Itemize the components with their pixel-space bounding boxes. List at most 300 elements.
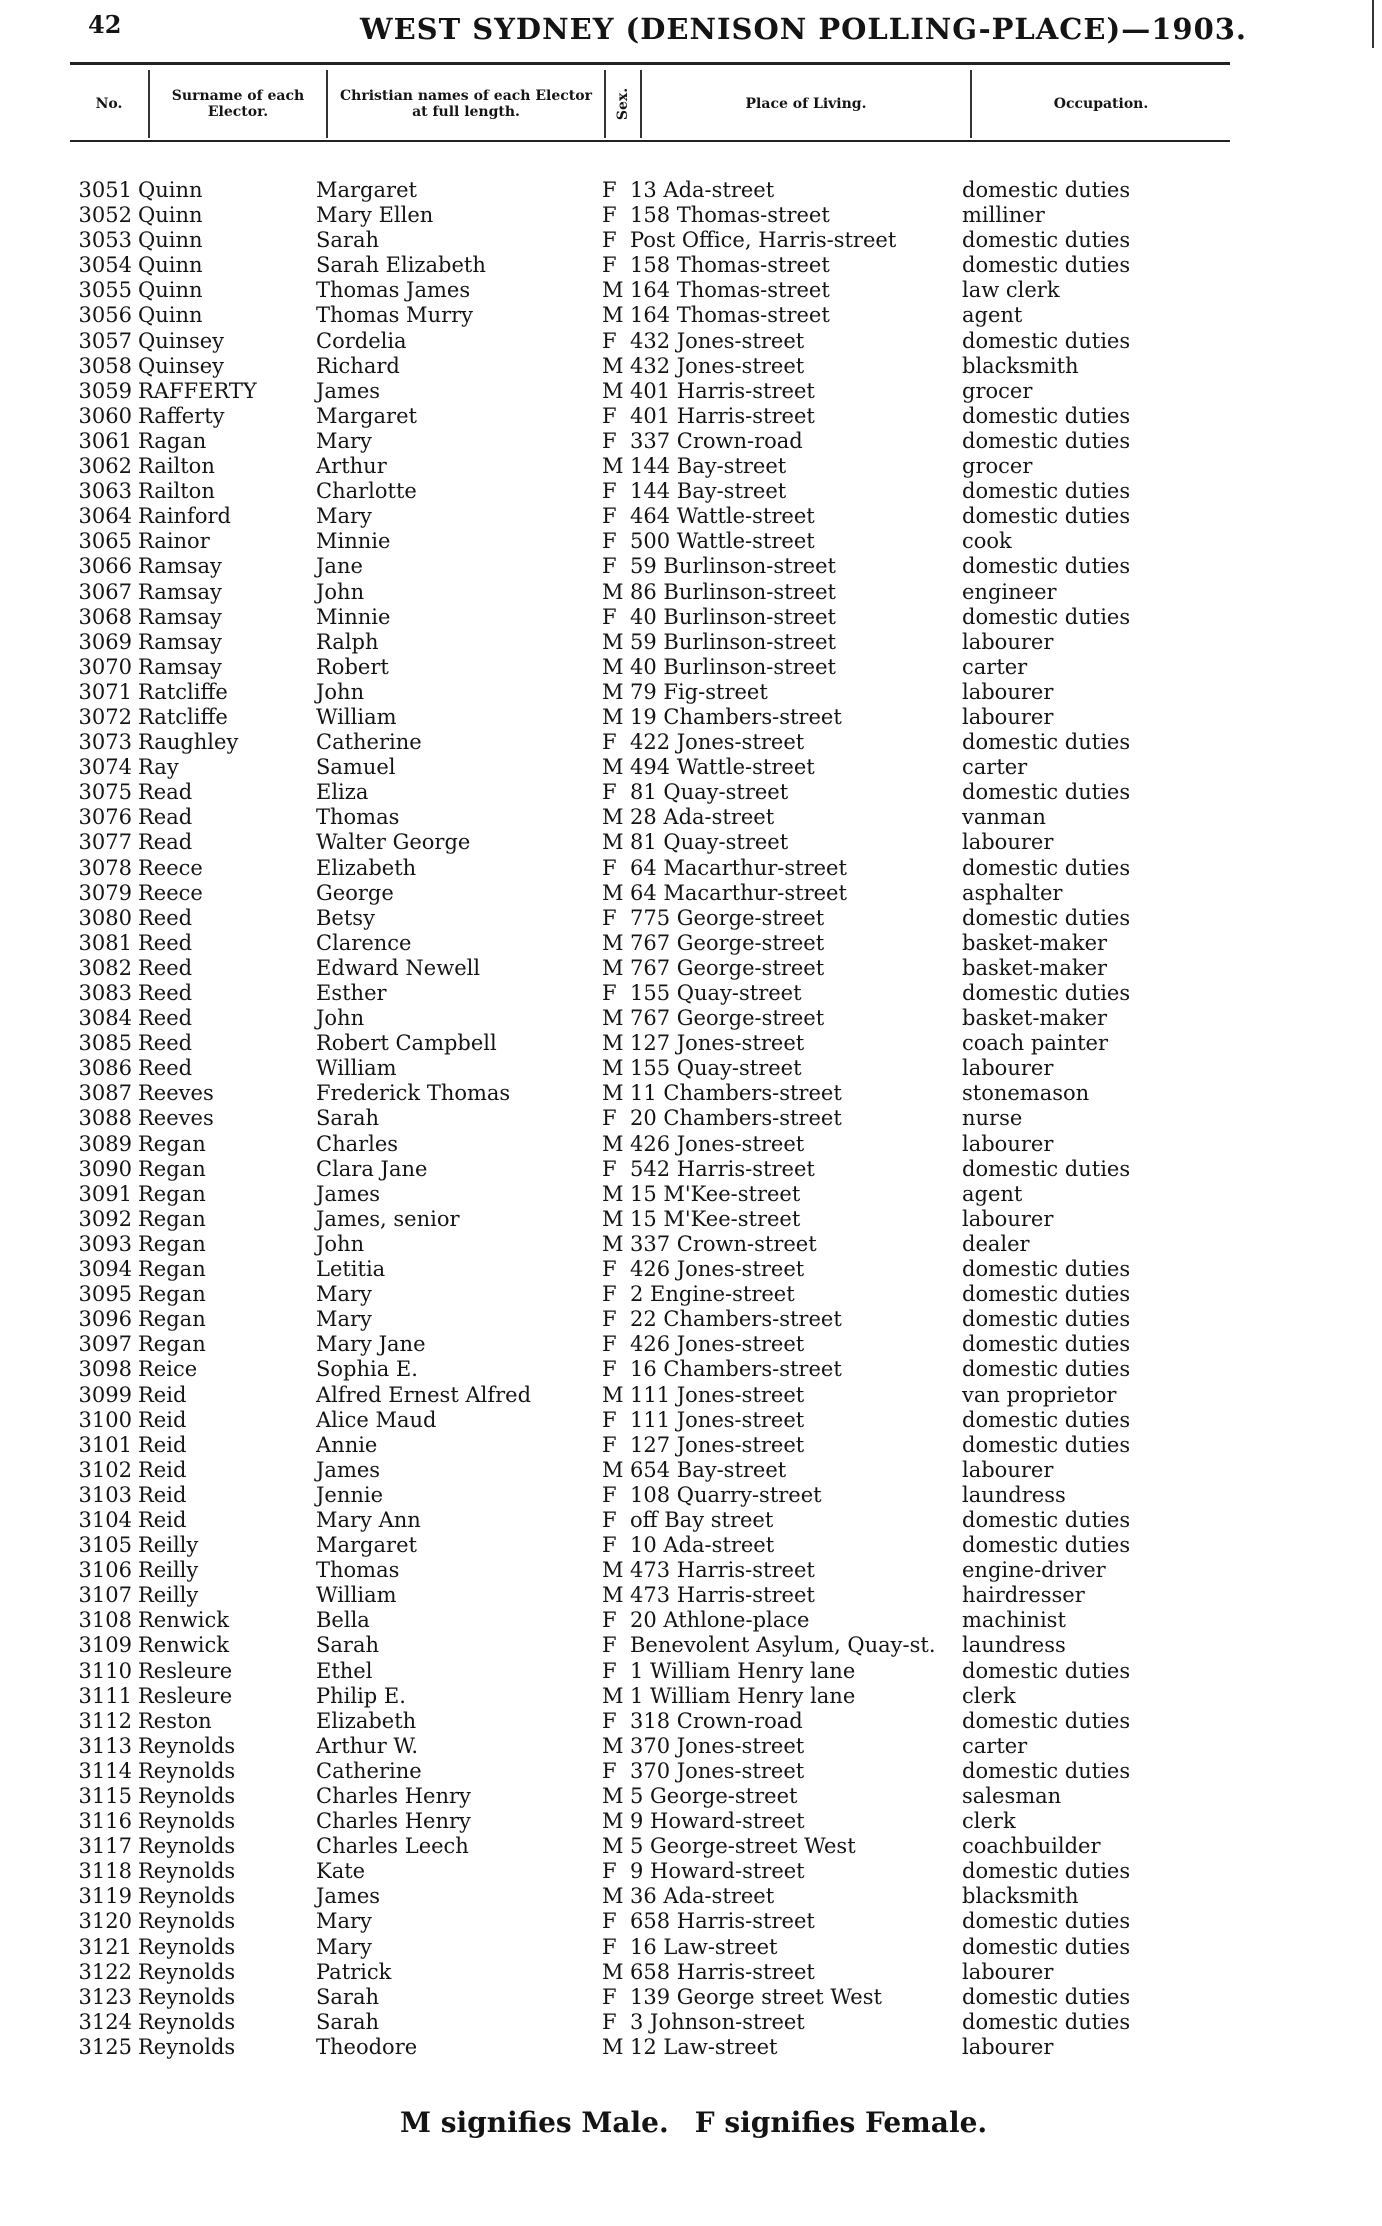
elector-occupation: basket-maker: [962, 955, 1108, 980]
elector-number: 3059: [78, 378, 132, 403]
elector-number: 3121: [78, 1934, 132, 1959]
elector-place-of-living: 426 Jones-street: [630, 1332, 805, 1357]
elector-occupation: domestic duties: [962, 1156, 1131, 1181]
table-row: [0, 1207, 1382, 1232]
elector-occupation: domestic duties: [962, 604, 1131, 629]
elector-occupation: grocer: [962, 378, 1033, 403]
elector-christian-names: Frederick Thomas: [316, 1081, 511, 1106]
table-row: [0, 1408, 1382, 1433]
header-christian-names: Christian names of each Elector at full length.: [328, 70, 606, 138]
elector-christian-names: Arthur W.: [316, 1733, 418, 1758]
table-row: [0, 303, 1382, 328]
elector-sex: M: [602, 353, 624, 378]
elector-sex: F: [602, 529, 617, 554]
elector-place-of-living: 15 M'Kee-street: [630, 1181, 801, 1206]
table-row: [0, 1709, 1382, 1734]
table-row: [0, 1684, 1382, 1709]
elector-christian-names: Ethel: [316, 1658, 373, 1683]
table-row: [0, 354, 1382, 379]
elector-sex: F: [602, 730, 617, 755]
elector-christian-names: William: [316, 1583, 397, 1608]
elector-surname: Ramsay: [138, 629, 222, 654]
elector-place-of-living: 2 Engine-street: [630, 1282, 795, 1307]
elector-sex: M: [602, 629, 624, 654]
table-row: [0, 1633, 1382, 1658]
elector-sex: F: [602, 1482, 617, 1507]
elector-place-of-living: 127 Jones-street: [630, 1031, 805, 1056]
elector-occupation: labourer: [962, 2034, 1054, 2059]
elector-surname: Quinn: [138, 253, 203, 278]
elector-place-of-living: 16 Law-street: [630, 1934, 778, 1959]
legend-male: M signifies Male.: [400, 2106, 669, 2139]
table-row: [0, 1759, 1382, 1784]
elector-surname: Quinn: [138, 203, 203, 228]
elector-occupation: labourer: [962, 704, 1054, 729]
table-row: [0, 1106, 1382, 1131]
elector-place-of-living: 473 Harris-street: [630, 1558, 815, 1583]
elector-number: 3091: [78, 1181, 132, 1206]
elector-surname: Reid: [138, 1507, 187, 1532]
elector-christian-names: Sarah: [316, 1633, 379, 1658]
table-row: [0, 1433, 1382, 1458]
elector-surname: Reid: [138, 1432, 187, 1457]
elector-sex: F: [602, 780, 617, 805]
elector-christian-names: Theodore: [316, 2034, 418, 2059]
elector-surname: Ramsay: [138, 654, 222, 679]
elector-place-of-living: 22 Chambers-street: [630, 1307, 842, 1332]
elector-occupation: milliner: [962, 203, 1045, 228]
elector-occupation: salesman: [962, 1784, 1062, 1808]
elector-sex: F: [602, 403, 617, 428]
elector-surname: Regan: [138, 1332, 206, 1357]
header-sex: Sex.: [606, 70, 642, 138]
table-row: [0, 1031, 1382, 1056]
elector-surname: Reid: [138, 1382, 187, 1407]
elector-number: 3095: [78, 1282, 132, 1307]
elector-occupation: labourer: [962, 1457, 1054, 1482]
elector-place-of-living: 40 Burlinson-street: [630, 654, 836, 679]
elector-surname: Read: [138, 805, 193, 830]
elector-sex: F: [602, 328, 617, 353]
elector-sex: M: [602, 679, 624, 704]
table-row: [0, 429, 1382, 454]
table-row: [0, 630, 1382, 655]
elector-occupation: domestic duties: [962, 1984, 1131, 2009]
elector-place-of-living: 111 Jones-street: [630, 1407, 805, 1432]
elector-christian-names: Clara Jane: [316, 1156, 428, 1181]
elector-christian-names: William: [316, 704, 397, 729]
elector-sex: F: [602, 1332, 617, 1357]
elector-place-of-living: 426 Jones-street: [630, 1131, 805, 1156]
elector-christian-names: Sarah: [316, 228, 379, 253]
table-row: [0, 253, 1382, 278]
elector-occupation: blacksmith: [962, 353, 1079, 378]
elector-number: 3120: [78, 1909, 132, 1934]
elector-sex: F: [602, 1934, 617, 1959]
elector-occupation: blacksmith: [962, 1884, 1079, 1909]
elector-surname: Quinsey: [138, 353, 225, 378]
table-row: [0, 1935, 1382, 1960]
elector-place-of-living: 426 Jones-street: [630, 1257, 805, 1282]
elector-surname: Ray: [138, 755, 179, 780]
elector-surname: Regan: [138, 1307, 206, 1332]
elector-place-of-living: 432 Jones-street: [630, 353, 805, 378]
elector-place-of-living: 5 George-street West: [630, 1834, 856, 1859]
elector-place-of-living: 12 Law-street: [630, 2034, 778, 2059]
elector-christian-names: Mary: [316, 504, 372, 529]
elector-number: 3113: [78, 1733, 132, 1758]
elector-occupation: clerk: [962, 1683, 1016, 1708]
elector-number: 3125: [78, 2034, 132, 2059]
elector-number: 3094: [78, 1257, 132, 1282]
elector-number: 3083: [78, 981, 132, 1005]
elector-sex: M: [602, 955, 624, 980]
table-row: [0, 705, 1382, 730]
elector-sex: F: [602, 604, 617, 629]
elector-sex: M: [602, 1683, 624, 1708]
elector-occupation: domestic duties: [962, 1708, 1131, 1733]
elector-place-of-living: 775 George-street: [630, 905, 825, 930]
elector-sex: M: [602, 1031, 624, 1056]
elector-surname: Reynolds: [138, 1909, 236, 1934]
elector-christian-names: Margaret: [316, 403, 417, 428]
elector-surname: Reed: [138, 930, 193, 955]
elector-occupation: domestic duties: [962, 1859, 1131, 1884]
elector-surname: Railton: [138, 479, 215, 504]
elector-occupation: asphalter: [962, 880, 1063, 905]
elector-number: 3076: [78, 805, 132, 830]
elector-number: 3051: [78, 178, 132, 202]
elector-surname: Reynolds: [138, 1834, 236, 1859]
elector-place-of-living: 318 Crown-road: [630, 1708, 803, 1733]
elector-surname: Rainford: [138, 504, 231, 529]
elector-place-of-living: 59 Burlinson-street: [630, 629, 836, 654]
table-row: [0, 1383, 1382, 1408]
elector-number: 3069: [78, 629, 132, 654]
elector-occupation: domestic duties: [962, 855, 1131, 880]
elector-sex: F: [602, 2009, 617, 2034]
elector-sex: F: [602, 1708, 617, 1733]
elector-occupation: vanman: [962, 805, 1046, 830]
elector-surname: Reed: [138, 955, 193, 980]
elector-surname: Reece: [138, 880, 203, 905]
elector-number: 3073: [78, 730, 132, 755]
table-row: [0, 1081, 1382, 1106]
elector-christian-names: Kate: [316, 1859, 366, 1884]
elector-surname: Railton: [138, 454, 215, 479]
elector-sex: F: [602, 1533, 617, 1558]
elector-sex: M: [602, 1784, 624, 1808]
table-row: [0, 2010, 1382, 2035]
elector-place-of-living: 767 George-street: [630, 955, 825, 980]
elector-surname: Reece: [138, 855, 203, 880]
elector-sex: M: [602, 1884, 624, 1909]
table-row: [0, 504, 1382, 529]
elector-number: 3058: [78, 353, 132, 378]
elector-sex: M: [602, 1809, 624, 1834]
elector-sex: F: [602, 504, 617, 529]
elector-place-of-living: 59 Burlinson-street: [630, 554, 836, 579]
elector-christian-names: Philip E.: [316, 1683, 406, 1708]
elector-number: 3057: [78, 328, 132, 353]
elector-sex: M: [602, 378, 624, 403]
elector-sex: F: [602, 1909, 617, 1934]
table-row: [0, 605, 1382, 630]
elector-sex: M: [602, 1081, 624, 1106]
table-row: [0, 529, 1382, 554]
elector-place-of-living: 10 Ada-street: [630, 1533, 775, 1558]
elector-occupation: laundress: [962, 1482, 1066, 1507]
elector-surname: Raughley: [138, 730, 239, 755]
elector-number: 3104: [78, 1507, 132, 1532]
table-row: [0, 1458, 1382, 1483]
elector-number: 3101: [78, 1432, 132, 1457]
elector-surname: Ratcliffe: [138, 704, 228, 729]
elector-occupation: agent: [962, 1181, 1023, 1206]
elector-place-of-living: 16 Chambers-street: [630, 1357, 842, 1382]
elector-occupation: domestic duties: [962, 554, 1131, 579]
elector-surname: Quinn: [138, 278, 203, 303]
elector-christian-names: John: [316, 1006, 365, 1031]
table-row: [0, 1257, 1382, 1282]
elector-sex: F: [602, 1859, 617, 1884]
elector-place-of-living: 500 Wattle-street: [630, 529, 815, 554]
elector-number: 3077: [78, 830, 132, 855]
elector-number: 3074: [78, 755, 132, 780]
elector-number: 3111: [78, 1683, 132, 1708]
elector-surname: Reid: [138, 1457, 187, 1482]
table-row: [0, 1884, 1382, 1909]
elector-place-of-living: 164 Thomas-street: [630, 303, 830, 328]
elector-sex: M: [602, 1131, 624, 1156]
elector-occupation: domestic duties: [962, 905, 1131, 930]
elector-christian-names: Clarence: [316, 930, 412, 955]
elector-occupation: labourer: [962, 1056, 1054, 1081]
elector-occupation: domestic duties: [962, 1658, 1131, 1683]
elector-christian-names: Catherine: [316, 730, 422, 755]
elector-occupation: nurse: [962, 1106, 1023, 1131]
elector-occupation: labourer: [962, 679, 1054, 704]
elector-surname: Rainor: [138, 529, 210, 554]
elector-occupation: domestic duties: [962, 1257, 1131, 1282]
elector-place-of-living: 81 Quay-street: [630, 780, 789, 805]
elector-surname: Reynolds: [138, 1733, 236, 1758]
page-title: WEST SYDNEY (DENISON POLLING-PLACE)—1903.: [360, 12, 1248, 46]
elector-christian-names: Minnie: [316, 529, 391, 554]
elector-surname: Regan: [138, 1282, 206, 1307]
elector-number: 3119: [78, 1884, 132, 1909]
elector-sex: M: [602, 1457, 624, 1482]
elector-surname: Reynolds: [138, 1934, 236, 1959]
elector-number: 3088: [78, 1106, 132, 1131]
elector-occupation: domestic duties: [962, 1307, 1131, 1332]
elector-number: 3124: [78, 2009, 132, 2034]
elector-place-of-living: 127 Jones-street: [630, 1432, 805, 1457]
elector-number: 3100: [78, 1407, 132, 1432]
elector-number: 3054: [78, 253, 132, 278]
elector-sex: F: [602, 1407, 617, 1432]
elector-surname: Quinn: [138, 228, 203, 253]
table-row: [0, 454, 1382, 479]
elector-number: 3080: [78, 905, 132, 930]
table-row: [0, 830, 1382, 855]
elector-christian-names: Mary: [316, 428, 372, 453]
elector-surname: Reed: [138, 905, 193, 930]
elector-surname: Reeves: [138, 1106, 214, 1131]
table-row: [0, 203, 1382, 228]
elector-surname: Reed: [138, 1056, 193, 1081]
elector-place-of-living: 13 Ada-street: [630, 178, 775, 202]
elector-surname: Regan: [138, 1131, 206, 1156]
elector-surname: Reilly: [138, 1533, 199, 1558]
elector-number: 3105: [78, 1533, 132, 1558]
elector-surname: Reice: [138, 1357, 198, 1382]
elector-place-of-living: 767 George-street: [630, 930, 825, 955]
elector-christian-names: Sarah: [316, 1106, 379, 1131]
elector-sex: M: [602, 704, 624, 729]
table-row: [0, 655, 1382, 680]
elector-place-of-living: 11 Chambers-street: [630, 1081, 842, 1106]
elector-sex: M: [602, 303, 624, 328]
elector-number: 3087: [78, 1081, 132, 1106]
elector-place-of-living: Benevolent Asylum, Quay-st.: [630, 1633, 936, 1658]
elector-surname: Reynolds: [138, 1884, 236, 1909]
elector-number: 3052: [78, 203, 132, 228]
elector-christian-names: Richard: [316, 353, 400, 378]
elector-occupation: labourer: [962, 1131, 1054, 1156]
elector-sex: M: [602, 930, 624, 955]
elector-place-of-living: 422 Jones-street: [630, 730, 805, 755]
elector-surname: Reilly: [138, 1558, 199, 1583]
elector-sex: F: [602, 228, 617, 253]
elector-place-of-living: 20 Athlone-place: [630, 1608, 810, 1633]
elector-number: 3053: [78, 228, 132, 253]
elector-sex: F: [602, 1608, 617, 1633]
elector-occupation: domestic duties: [962, 1507, 1131, 1532]
table-row: [0, 1834, 1382, 1859]
elector-number: 3102: [78, 1457, 132, 1482]
table-row: [0, 730, 1382, 755]
elector-surname: Reynolds: [138, 2034, 236, 2059]
elector-surname: RAFFERTY: [138, 378, 257, 403]
elector-occupation: carter: [962, 1733, 1028, 1758]
elector-christian-names: Alfred Ernest Alfred: [316, 1382, 532, 1407]
elector-christian-names: Sarah Elizabeth: [316, 253, 486, 278]
elector-occupation: coachbuilder: [962, 1834, 1101, 1859]
elector-sex: M: [602, 1583, 624, 1608]
elector-sex: M: [602, 1006, 624, 1031]
elector-sex: F: [602, 1106, 617, 1131]
elector-number: 3078: [78, 855, 132, 880]
elector-christian-names: Minnie: [316, 604, 391, 629]
table-row: [0, 1859, 1382, 1884]
elector-number: 3117: [78, 1834, 132, 1859]
elector-surname: Regan: [138, 1257, 206, 1282]
elector-place-of-living: 155 Quay-street: [630, 1056, 802, 1081]
elector-christian-names: Charlotte: [316, 479, 417, 504]
elector-place-of-living: Post Office, Harris-street: [630, 228, 897, 253]
elector-christian-names: Mary: [316, 1909, 372, 1934]
elector-place-of-living: 464 Wattle-street: [630, 504, 815, 529]
elector-christian-names: Esther: [316, 981, 387, 1005]
elector-occupation: domestic duties: [962, 1407, 1131, 1432]
elector-number: 3062: [78, 454, 132, 479]
table-row: [0, 1960, 1382, 1985]
elector-sex: F: [602, 1257, 617, 1282]
table-row: [0, 1232, 1382, 1257]
elector-place-of-living: 108 Quarry-street: [630, 1482, 822, 1507]
elector-place-of-living: 1 William Henry lane: [630, 1683, 856, 1708]
elector-occupation: basket-maker: [962, 930, 1108, 955]
elector-surname: Ratcliffe: [138, 679, 228, 704]
header-surname: Surname of each Elector.: [150, 70, 328, 138]
elector-occupation: domestic duties: [962, 981, 1131, 1005]
elector-occupation: domestic duties: [962, 1332, 1131, 1357]
elector-surname: Quinn: [138, 303, 203, 328]
elector-number: 3064: [78, 504, 132, 529]
elector-sex: F: [602, 1658, 617, 1683]
table-row: [0, 1307, 1382, 1332]
elector-number: 3103: [78, 1482, 132, 1507]
elector-number: 3115: [78, 1784, 132, 1808]
elector-number: 3092: [78, 1206, 132, 1231]
elector-occupation: labourer: [962, 1959, 1054, 1984]
elector-surname: Reed: [138, 981, 193, 1005]
elector-occupation: domestic duties: [962, 2009, 1131, 2034]
elector-christian-names: Sarah: [316, 2009, 379, 2034]
elector-place-of-living: 144 Bay-street: [630, 479, 787, 504]
elector-list: [0, 178, 1382, 2060]
table-row: [0, 1985, 1382, 2010]
elector-occupation: carter: [962, 755, 1028, 780]
header-occupation: Occupation.: [1053, 96, 1149, 112]
elector-sex: M: [602, 1056, 624, 1081]
elector-occupation: domestic duties: [962, 1934, 1131, 1959]
elector-christian-names: John: [316, 579, 365, 604]
elector-christian-names: William: [316, 1056, 397, 1081]
elector-sex: F: [602, 1357, 617, 1382]
elector-christian-names: Mary: [316, 1307, 372, 1332]
elector-occupation: hairdresser: [962, 1583, 1085, 1608]
elector-sex: F: [602, 1633, 617, 1658]
elector-sex: M: [602, 454, 624, 479]
elector-surname: Reynolds: [138, 1809, 236, 1834]
elector-sex: M: [602, 579, 624, 604]
elector-sex: M: [602, 654, 624, 679]
elector-christian-names: Ralph: [316, 629, 379, 654]
elector-occupation: labourer: [962, 1206, 1054, 1231]
elector-number: 3112: [78, 1708, 132, 1733]
elector-christian-names: Mary Ann: [316, 1507, 421, 1532]
elector-occupation: domestic duties: [962, 403, 1131, 428]
elector-occupation: laundress: [962, 1633, 1066, 1658]
elector-christian-names: Betsy: [316, 905, 375, 930]
elector-place-of-living: off Bay street: [630, 1507, 774, 1532]
elector-surname: Reed: [138, 1006, 193, 1031]
elector-place-of-living: 139 George street West: [630, 1984, 882, 2009]
elector-sex: M: [602, 278, 624, 303]
elector-place-of-living: 370 Jones-street: [630, 1758, 805, 1783]
elector-place-of-living: 28 Ada-street: [630, 805, 775, 830]
elector-surname: Regan: [138, 1206, 206, 1231]
elector-number: 3068: [78, 604, 132, 629]
table-row: [0, 780, 1382, 805]
elector-sex: F: [602, 855, 617, 880]
table-row: [0, 1533, 1382, 1558]
elector-surname: Ramsay: [138, 579, 222, 604]
elector-number: 3110: [78, 1658, 132, 1683]
elector-number: 3071: [78, 679, 132, 704]
